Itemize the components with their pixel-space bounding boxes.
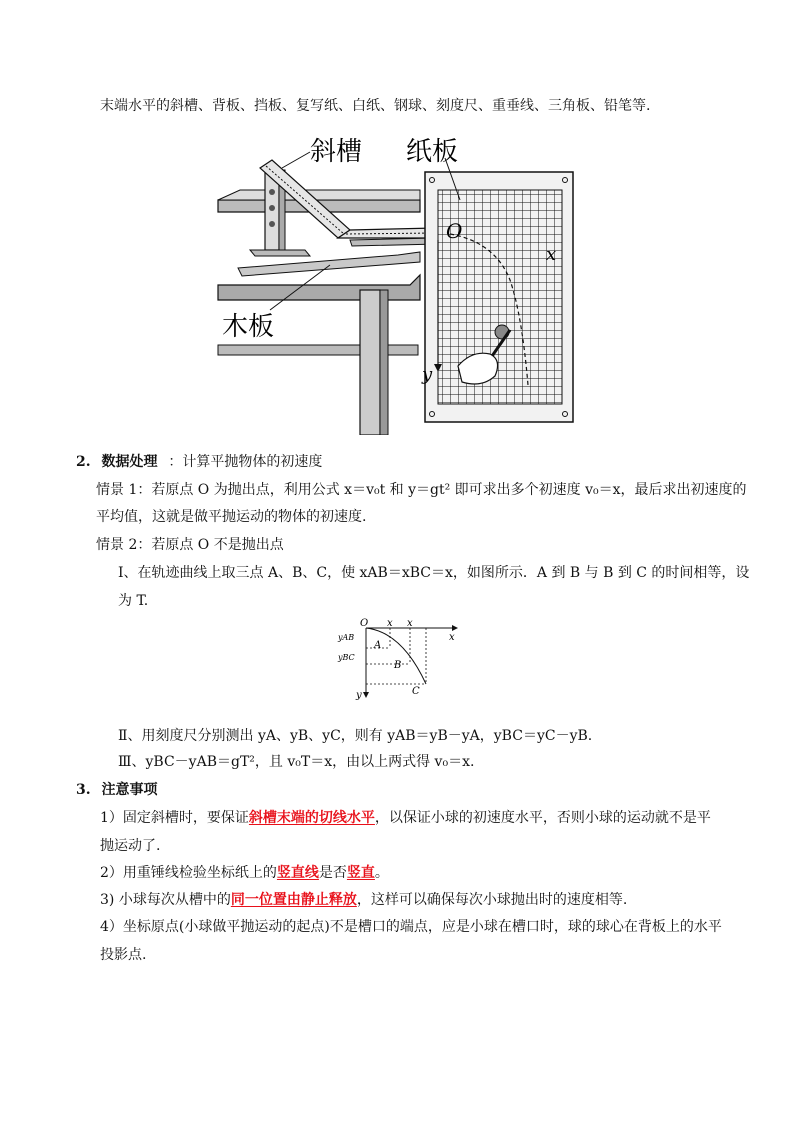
fig2-x-axis: x	[449, 632, 455, 643]
section2-subtitle: ：计算平抛物体的初速度	[168, 454, 323, 470]
step2-line: Ⅱ、用刻度尺分别测出 yA、yB、yC，则有 yAB＝yB－yA，yBC＝yC－yB.	[118, 728, 593, 744]
note1-pre: 1）固定斜槽时，要保证	[100, 810, 249, 826]
case1-line1: 情景 1：若原点 O 为抛出点，利用公式 x＝v₀t 和 y＝gt² 即可求出多个初速度 v₀＝x，最后求出初速度的	[96, 482, 747, 498]
section3-number: 3.	[76, 782, 91, 798]
label-x: x	[546, 244, 557, 265]
note2-pre: 2）用重锤线检验坐标纸上的	[100, 865, 277, 881]
section2-number: 2.	[76, 454, 91, 470]
fig2-x2: x	[407, 618, 413, 629]
fig2-point-c: C	[412, 686, 420, 697]
section2-heading	[76, 452, 322, 472]
note2-highlight-1: 竖直线	[276, 865, 319, 881]
case1-line2: 平均值，这就是做平抛运动的物体的初速度.	[96, 509, 367, 525]
note3-line	[100, 890, 627, 910]
section3-title: 注意事项	[101, 782, 158, 798]
intro-text: 末端水平的斜槽、背板、挡板、复写纸、白纸、钢球、刻度尺、重垂线、三角板、铅笔等.	[100, 98, 651, 114]
note4-line1: 4）坐标原点(小球做平抛运动的起点)不是槽口的端点，应是小球在槽口时，球的球心在背板上的水平	[100, 919, 722, 935]
note1-highlight: 斜槽末端的切线水平	[248, 810, 375, 826]
fig2-point-b: B	[394, 660, 402, 671]
apparatus-figure	[210, 130, 590, 435]
fig2-y-axis: y	[356, 690, 362, 701]
label-board: 木板	[222, 312, 275, 342]
trajectory-figure	[332, 616, 462, 704]
section2-title: 数据处理	[101, 454, 158, 470]
note4-line2: 投影点.	[100, 947, 147, 963]
fig2-y-bc: yBC	[338, 653, 355, 662]
note1-line1	[100, 808, 711, 828]
label-y: y	[422, 364, 433, 385]
note2-post: 。	[374, 865, 389, 881]
fig2-x1: x	[387, 618, 393, 629]
step3-line: Ⅲ、yBC－yAB＝gT²，且 v₀T＝x，由以上两式得 v₀＝x.	[118, 754, 475, 770]
note2-highlight-2: 竖直	[346, 865, 375, 881]
note1-line2: 抛运动了.	[100, 838, 161, 854]
case2-line: 情景 2：若原点 O 不是抛出点	[96, 537, 284, 553]
note2-line	[100, 863, 389, 883]
note3-pre: 3) 小球每次从槽中的	[100, 892, 231, 908]
note3-highlight: 同一位置由静止释放	[230, 892, 357, 908]
label-origin: O	[446, 219, 463, 243]
step1-line2: 为 T.	[118, 593, 149, 609]
note2-mid: 是否	[318, 865, 347, 881]
fig2-y-ab: yAB	[338, 633, 355, 642]
note3-post: ，这样可以确保每次小球抛出时的速度相等.	[356, 892, 628, 908]
section3-heading	[76, 780, 158, 800]
label-paper: 纸板	[406, 137, 459, 167]
fig2-origin: O	[360, 618, 369, 629]
note1-post: ，以保证小球的初速度水平，否则小球的运动就不是平	[374, 810, 711, 826]
fig2-point-a: A	[374, 640, 382, 651]
label-chute: 斜槽	[310, 137, 363, 167]
step1-line1: Ⅰ、在轨迹曲线上取三点 A、B、C，使 xAB＝xBC＝x，如图所示．A 到 B 与 B 到 C 的时间相等，设	[118, 565, 750, 581]
